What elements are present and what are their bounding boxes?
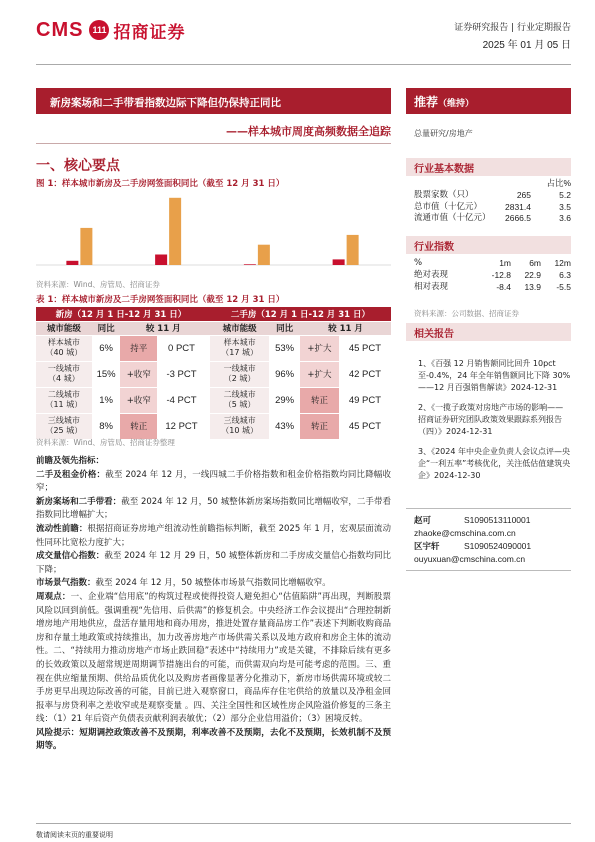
perf-list (414, 258, 571, 293)
table-title: 表 1：样本城市新房及二手房网签面积同比（截至 12 月 31 日） (36, 295, 285, 305)
rating-label: 推荐 (414, 95, 439, 109)
para-risk: 风险提示：短期调控政策改善不及预期，利率改善不及预期，去化不及预期，长效机制不及预期等。 (36, 727, 391, 752)
company-logo (36, 18, 226, 42)
analyst-id: S1090524090001 (464, 540, 532, 551)
reports-head: 相关报告 (406, 323, 571, 341)
analyst-email[interactable]: ouyuxuan@cmschina.com.cn (414, 554, 526, 565)
body-text (36, 455, 391, 754)
header-meta (454, 20, 571, 54)
para-sentiment: 市场景气指数：截至 2024 年 12 月，50 城整体市场景气指数同比增幅收窄。 (36, 578, 331, 589)
second-pct-cell: 45 PCT (339, 413, 391, 439)
footer-divider (36, 823, 571, 824)
second-tag-cell: 转正 (300, 387, 339, 413)
para-weekly-view: 周观点：一、企业端“信用底”的构筑过程或使得投资人避免担心“估值陷阱”再出现，判断股票风险以回到前低。强调重视“先信用、后供需”的修复机会。中央经济工作会议提出“合理控制新增房地产用地供应，盘活存量用地和商办用房，推进处置存量商品房工作”表述下判断收购商品房和存量土地政策或持续推出，加力改善房地产市场供需关系以及地方政府和房企主体的流动性。二、“持续用力推动房地产市场止跌回稳”表述中“持续用力”或是关键，不排除后续有更多的长效政策以及超常规逆周期调节措施出台的可能，而供需双向均是可能考虑的范围。三、重视在供应缩量预期、供给品质优化以及购房者画像显著分化推动下，新房市场供需环境或较二手房更早出现边际改善的可能，目前已进入观察窗口，商品库存住宅供给的放量以及净租金回报率与房贷利率之差收窄或是观察变量 。四、关注全国性和区域性房企风险溢价修复的三条主线：（1）21 年后资产负债表贡献利润表敏优；（2）部分企业信用溢价；（3）困境反转。 (36, 591, 391, 725)
subtitle-divider (36, 143, 391, 144)
rating-banner (406, 88, 571, 114)
logo-badge-icon: 111 (89, 20, 109, 40)
second-pct-cell: 49 PCT (339, 387, 391, 413)
second-city-cell: 一线城市 （2 城） (210, 361, 269, 387)
second-yoy-cell: 96% (269, 361, 300, 387)
basic-unit: 占比% (546, 178, 571, 188)
yoy-table (36, 307, 391, 440)
new-pct-cell: 12 PCT (157, 413, 206, 439)
figure-title: 图 1：样本城市新房及二手房网签面积同比（截至 12 月 31 日） (36, 179, 285, 189)
analyst-divider-top (406, 508, 571, 509)
bar-chart-svg (36, 189, 391, 273)
second-city-cell: 样本城市 （17 城） (210, 335, 269, 361)
related-reports (418, 358, 571, 490)
new-city-cell: 样本城市 （40 城） (36, 335, 92, 361)
bar-二手房-三线城市 (347, 235, 359, 265)
logo-cn-text: 招商证券 (113, 22, 186, 43)
report-subtitle: ——样本城市周度高频数据全追踪 (226, 125, 391, 138)
new-pct-cell: -4 PCT (157, 387, 206, 413)
bar-二手房-一线城市 (169, 198, 181, 265)
table-row (36, 413, 391, 439)
analyst-id: S1090513110001 (464, 515, 531, 525)
second-tag-cell: 转正 (300, 413, 339, 439)
new-city-cell: 二线城市 （11 城） (36, 387, 92, 413)
bar-二手房-样本城市 (80, 228, 92, 265)
new-tag-cell: +收窄 (120, 361, 157, 387)
bar-新房-二线城市 (244, 264, 256, 265)
para-price: 二手及租金价格：截至 2024 年 12 月，一线四城二手价格指数和租金价格指数均同比降幅收窄； (36, 469, 391, 494)
para-liquidity: 流动性前瞻：根据招商证券房地产组流动性前瞻指标判断，截至 2025 年 1 月，宏观层面流动性同环比宽松力度扩大； (36, 523, 391, 548)
industry-label: 总量研究/房地产 (414, 129, 473, 138)
second-city-cell: 二线城市 （5 城） (210, 387, 269, 413)
para-leading: 前瞻及领先指标： (36, 456, 105, 466)
bar-新房-一线城市 (155, 255, 167, 266)
analyst-block (414, 514, 571, 566)
second-tag-cell: +扩大 (300, 335, 339, 361)
analyst-name: 赵可 (414, 516, 432, 526)
perf-row: 相对表现 -8.4 13.9 -5.5 (414, 281, 571, 292)
report-item[interactable]: 2、《一揽子政策对房地产市场的影响——招商证券研究团队政策效果跟踪系列报告（四）》2024-12-31 (418, 403, 564, 436)
second-pct-cell: 45 PCT (339, 335, 391, 361)
perf-col-header: % 1m 6m 12m (414, 258, 571, 268)
section-heading: 一、核心要点 (36, 158, 120, 174)
col-yoy-2: 同比 (269, 321, 300, 335)
table-row (36, 387, 391, 413)
new-yoy-cell: 8% (92, 413, 121, 439)
col-yoy: 同比 (92, 321, 121, 335)
footer-note: 敬请阅读末页的重要说明 (36, 831, 113, 839)
header-divider (36, 64, 571, 65)
report-item[interactable]: 1、《百强 12 月销售额同比回升 10pct 至-0.4%，24 年全年销售额同比下降 30%——12 月百强销售解读》2024-12-31 (418, 359, 571, 392)
report-title: 新房案场和二手带看指数边际下降但仍保持正同比 (36, 88, 391, 114)
analyst-email[interactable]: zhaoke@cmschina.com.cn (414, 528, 516, 539)
second-header: 二手房（12 月 1 日-12 月 31 日） (210, 307, 391, 321)
bar-二手房-二线城市 (258, 245, 270, 265)
perf-source: 资料来源：公司数据、招商证券 (414, 309, 519, 318)
report-date: 2025 年 01 月 05 日 (482, 40, 571, 51)
figure-chart (36, 189, 391, 273)
para-confidence: 成交量信心指数：截至 2024 年 12 月 29 日，50 城整体新房和二手房成交量信心指数均同比下降； (36, 551, 391, 575)
col-city-2: 城市能级 (210, 321, 269, 335)
basic-data-row: 总市值（十亿元） 2831.4 3.5 (414, 201, 571, 212)
table-col-header (36, 321, 391, 335)
bar-新房-样本城市 (66, 261, 78, 265)
logo-cms-text: CMS (36, 18, 84, 41)
new-yoy-cell: 1% (92, 387, 121, 413)
table-source: 资料来源：Wind、房管局、招商证券整理 (36, 438, 175, 447)
rating-sub: （维持） (438, 99, 475, 109)
col-vs-2: 较 11 月 (300, 321, 391, 335)
second-city-cell: 三线城市 （10 城） (210, 413, 269, 439)
new-pct-cell: -3 PCT (157, 361, 206, 387)
col-city: 城市能级 (36, 321, 92, 335)
basic-data-list (414, 178, 571, 225)
new-city-cell: 一线城市 （4 城） (36, 361, 92, 387)
table-group-header (36, 307, 391, 321)
new-city-cell: 三线城市 （25 城） (36, 413, 92, 439)
table-row (36, 335, 391, 361)
report-item[interactable]: 3、《2024 年中央企业负责人会议点评—央企“一利五率”考核优化，关注低估值建筑央企》2024-12-30 (418, 447, 571, 480)
table-row (36, 361, 391, 387)
second-yoy-cell: 29% (269, 387, 300, 413)
new-tag-cell: +收窄 (120, 387, 157, 413)
second-pct-cell: 42 PCT (339, 361, 391, 387)
analyst-name: 区宇轩 (414, 541, 440, 552)
figure-source: 资料来源：Wind、房管局、招商证券 (36, 280, 160, 289)
analyst-divider-bottom (406, 570, 571, 571)
col-vs: 较 11 月 (120, 321, 205, 335)
perf-row: 绝对表现 -12.8 22.9 6.3 (414, 269, 571, 280)
para-visit: 新房案场和二手带看：截至 2024 年 12 月，50 城整体新房案场指数同比增幅收窄，二手带看指数同比增幅扩大； (36, 496, 391, 521)
new-yoy-cell: 15% (92, 361, 121, 387)
perf-head: 行业指数 (406, 236, 571, 254)
report-type: 证券研究报告 | 行业定期报告 (454, 23, 571, 33)
basic-data-head: 行业基本数据 (406, 158, 571, 176)
second-tag-cell: +扩大 (300, 361, 339, 387)
basic-data-row: 流通市值（十亿元） 2666.5 3.6 (414, 213, 571, 224)
second-yoy-cell: 53% (269, 335, 300, 361)
new-yoy-cell: 6% (92, 335, 121, 361)
basic-data-row: 股票家数（只） 265 5.2 (414, 189, 571, 200)
new-header: 新房（12 月 1 日-12 月 31 日） (36, 307, 206, 321)
new-tag-cell: 转正 (120, 413, 157, 439)
bar-新房-三线城市 (333, 259, 345, 265)
second-yoy-cell: 43% (269, 413, 300, 439)
new-pct-cell: 0 PCT (157, 335, 206, 361)
new-tag-cell: 持平 (120, 335, 157, 361)
